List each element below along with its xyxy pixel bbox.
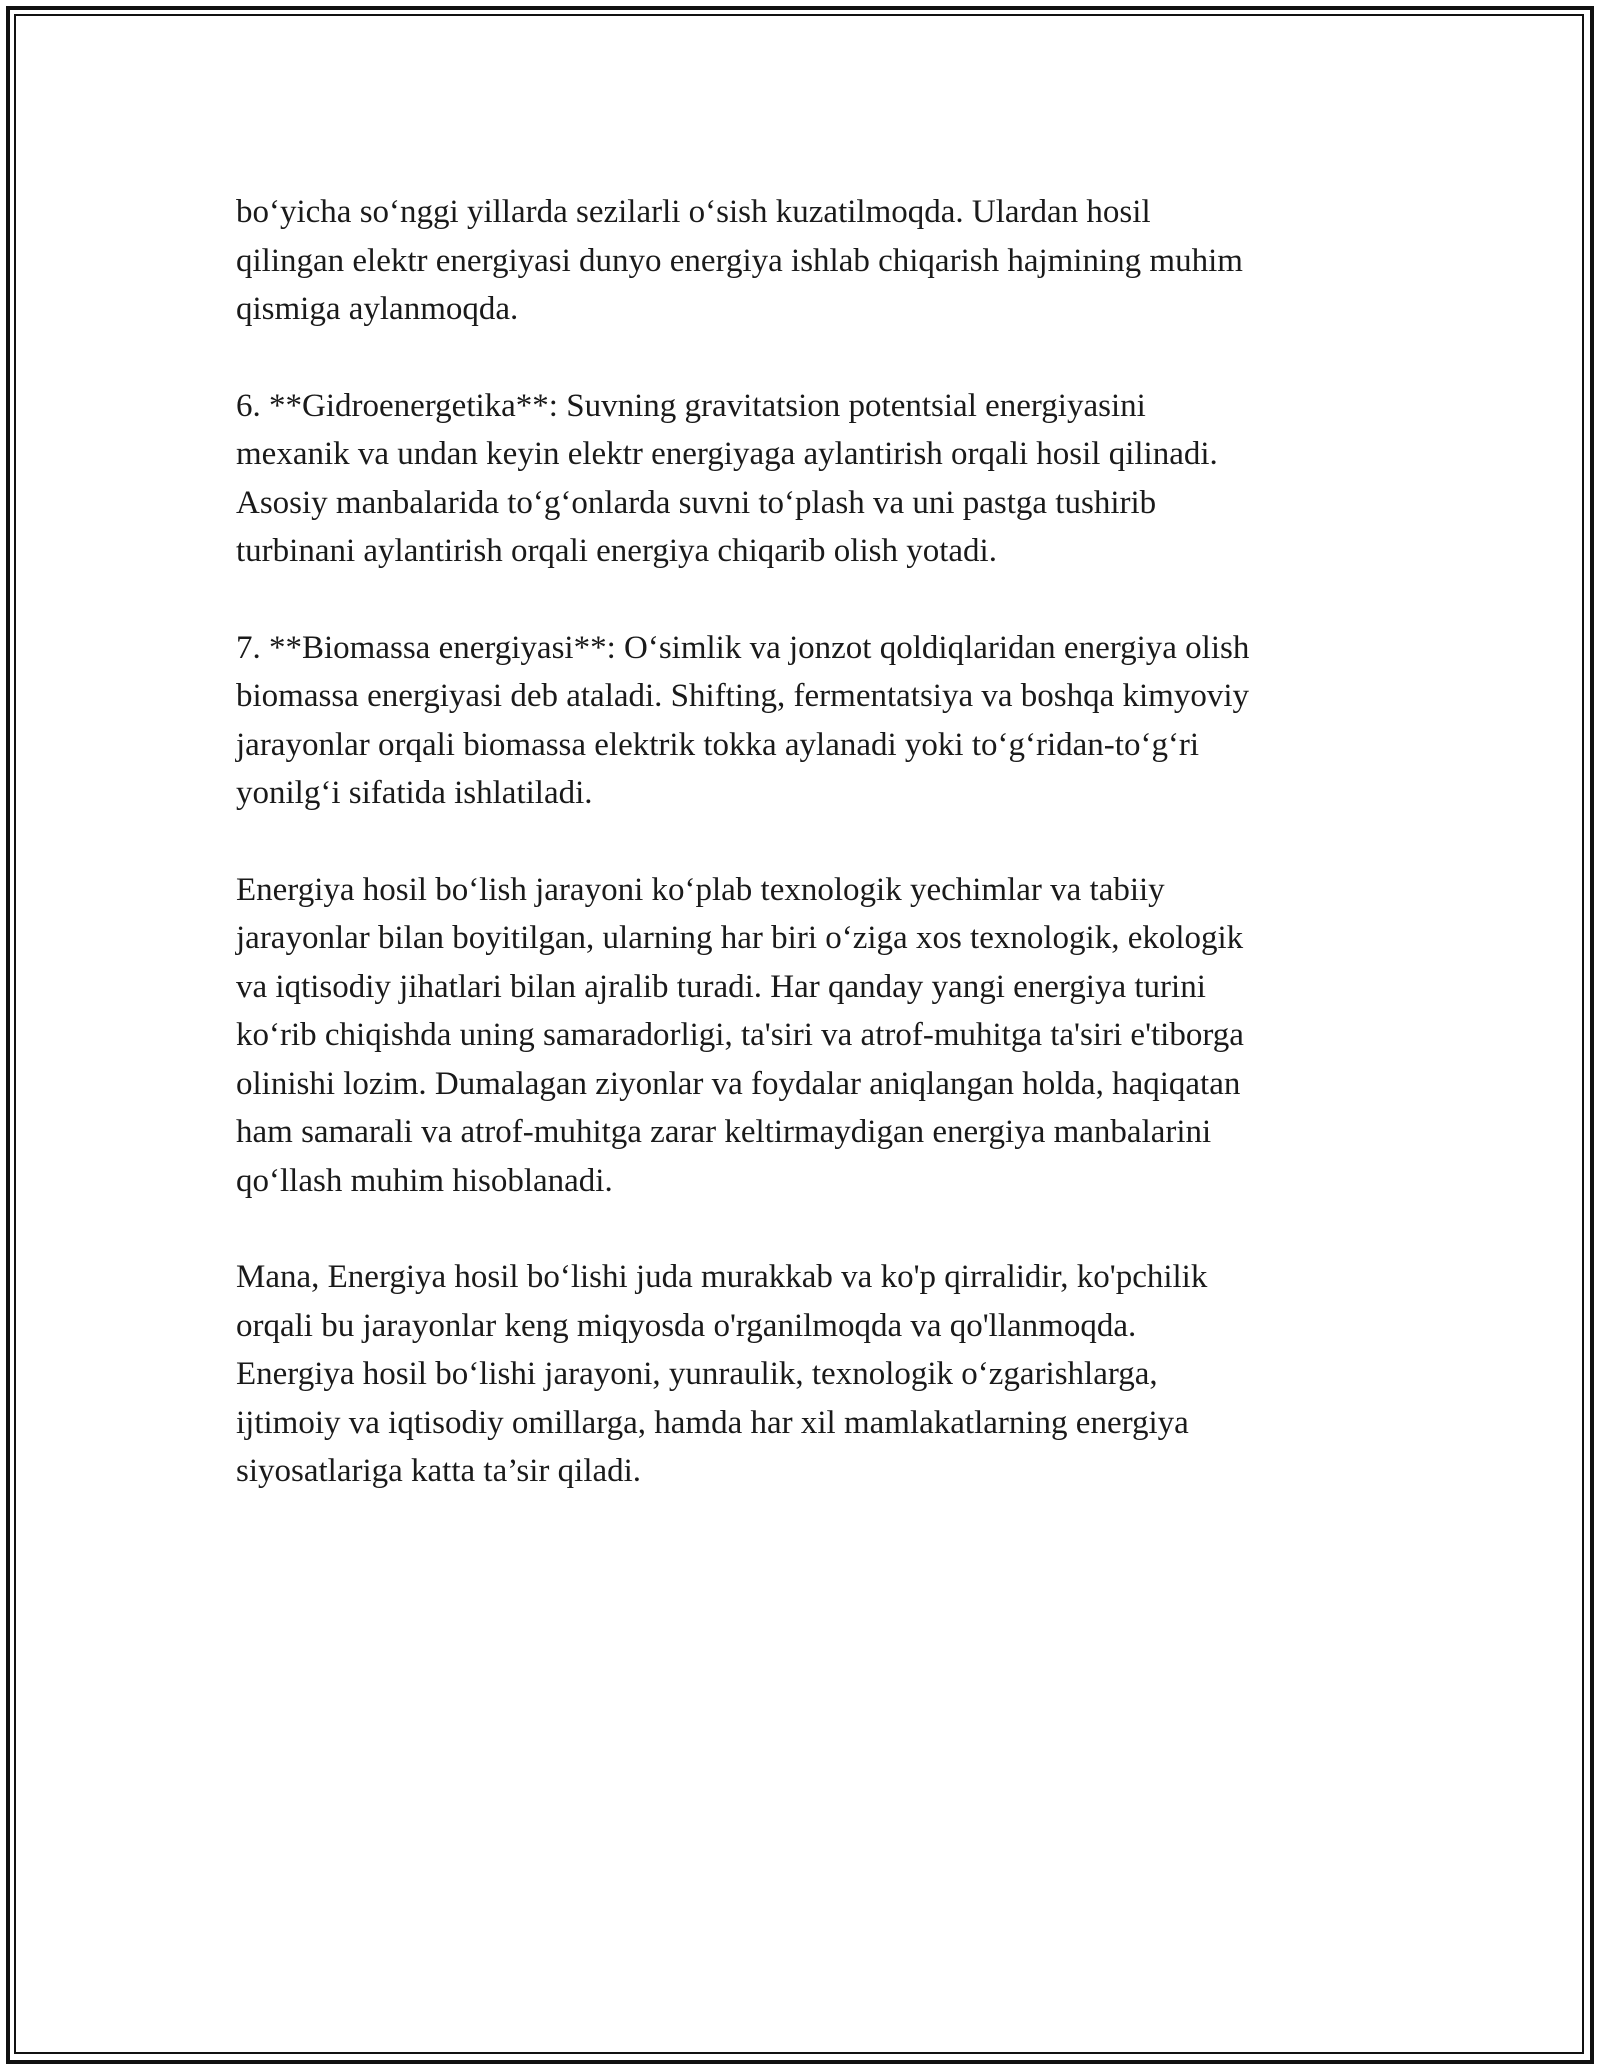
paragraph-3	[236, 624, 1386, 818]
text-line: 6. **Gidroenergetika**: Suvning gravitatsion potentsial energiyasini	[236, 387, 1146, 424]
text-line: qo‘llash muhim hisoblanadi.	[236, 1162, 613, 1199]
document-body	[236, 188, 1386, 1544]
text-line: qismiga aylanmoqda.	[236, 291, 519, 327]
text-line: orqali bu jarayonlar keng miqyosda o'rganilmoqda va qo'llanmoqda.	[236, 1307, 1137, 1344]
paragraph-1	[236, 188, 1386, 334]
text-line: olinishi lozim. Dumalagan ziyonlar va foydalar aniqlangan holda, haqiqatan	[236, 1065, 1241, 1102]
text-line: siyosatlariga katta ta’sir qiladi.	[236, 1453, 642, 1489]
text-line: qilingan elektr energiyasi dunyo energiya ishlab chiqarish hajmining muhim	[236, 242, 1243, 279]
text-line: biomassa energiyasi deb ataladi. Shifting, fermentatsiya va boshqa kimyoviy	[236, 678, 1249, 714]
text-line: jarayonlar bilan boyitilgan, ularning har biri o‘ziga xos texnologik, ekologik	[236, 920, 1244, 956]
text-line: mexanik va undan keyin elektr energiyaga aylantirish orqali hosil qilinadi.	[236, 436, 1218, 472]
text-line: 7. **Biomassa energiyasi**: O‘simlik va jonzot qoldiqlaridan energiya olish	[236, 629, 1250, 666]
paragraph-2	[236, 382, 1386, 576]
text-line: Mana, Energiya hosil bo‘lishi juda murakkab va ko'p qirralidir, ko'pchilik	[236, 1259, 1208, 1295]
text-line: Energiya hosil bo‘lishi jarayoni, yunraulik, texnologik o‘zgarishlarga,	[236, 1356, 1158, 1392]
text-line: Asosiy manbalarida to‘g‘onlarda suvni to‘plash va uni pastga tushirib	[236, 484, 1157, 521]
text-line: Energiya hosil bo‘lish jarayoni ko‘plab texnologik yechimlar va tabiiy	[236, 871, 1165, 908]
text-line: va iqtisodiy jihatlari bilan ajralib turadi. Har qanday yangi energiya turini	[236, 968, 1206, 1005]
text-line: bo‘yicha so‘nggi yillarda sezilarli o‘sish kuzatilmoqda. Ulardan hosil	[236, 194, 1151, 230]
text-line: turbinani aylantirish orqali energiya chiqarib olish yotadi.	[236, 533, 997, 569]
paragraph-4	[236, 866, 1386, 1206]
text-line: jarayonlar orqali biomassa elektrik tokka aylanadi yoki to‘g‘ridan-to‘g‘ri	[236, 726, 1200, 763]
text-line: ko‘rib chiqishda uning samaradorligi, ta'siri va atrof-muhitga ta'siri e'tiborga	[236, 1017, 1244, 1053]
text-line: ham samarali va atrof-muhitga zarar keltirmaydigan energiya manbalarini	[236, 1114, 1212, 1150]
paragraph-5	[236, 1253, 1386, 1496]
text-line: ijtimoiy va iqtisodiy omillarga, hamda har xil mamlakatlarning energiya	[236, 1404, 1189, 1441]
text-line: yonilg‘i sifatida ishlatiladi.	[236, 775, 593, 811]
